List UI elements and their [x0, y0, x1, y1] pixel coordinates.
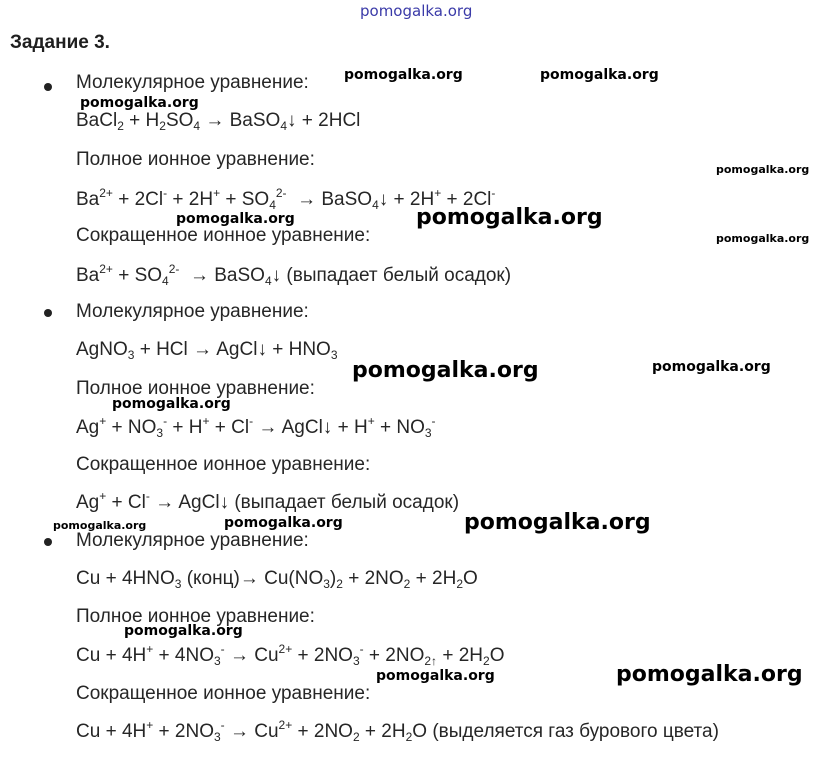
watermark: pomogalka.org: [176, 211, 295, 227]
watermark: pomogalka.org: [716, 232, 810, 245]
short-ionic-note-3: (выделяется газ бурового цвета): [432, 721, 719, 742]
bullet-2: [44, 309, 52, 317]
watermark: pomogalka.org: [352, 358, 539, 383]
molecular-equation-2: AgNO$_3$ + HCl → AgCl↓ + $HNO_3$: [76, 339, 338, 362]
full-ionic-label-2: Полное ионное уравнение:: [76, 378, 315, 399]
watermark: pomogalka.org: [464, 510, 651, 535]
watermark: pomogalka.org: [80, 95, 199, 111]
full-ionic-label-1: Полное ионное уравнение:: [76, 149, 315, 170]
short-ionic-label-2: Сокращенное ионное уравнение:: [76, 454, 371, 475]
molecular-label-1: Молекулярное уравнение:: [76, 72, 309, 93]
molecular-equation-3: $Cu + 4HNO_3$ (конц)→ $Cu(NO_3)_2 + 2NO_2 + 2H_2O$: [76, 568, 478, 591]
watermark: pomogalka.org: [616, 662, 803, 687]
watermark: pomogalka.org: [652, 359, 771, 375]
short-ionic-equation-2: Ag+ + Cl- → AgCl↓ (выпадает белый осадок): [76, 489, 460, 513]
watermark: pomogalka.org: [124, 623, 243, 639]
full-ionic-label-3: Полное ионное уравнение:: [76, 606, 315, 627]
full-ionic-equation-2: $Ag^+ + NO_3^- + H^+ + Cl^-$ → AgCl↓ + $H^+ + NO_3^-$: [76, 414, 436, 440]
short-ionic-note-2: (выпадает белый осадок): [234, 492, 460, 513]
watermark: pomogalka.org: [540, 67, 659, 83]
molecular-label-2: Молекулярное уравнение:: [76, 301, 309, 322]
bullet-3: [44, 538, 52, 546]
full-ionic-equation-1: $Ba^{2+} + 2Cl^- + 2H^+ + SO_4^{2-}$ → BaSO$_4$↓ + 2H+ + 2Cl-: [76, 186, 496, 212]
molecular-note-3: (конц): [186, 568, 240, 589]
molecular-label-3: Молекулярное уравнение:: [76, 530, 309, 551]
watermark: pomogalka.org: [53, 519, 147, 532]
watermark: pomogalka.org: [416, 205, 603, 230]
task-title: Задание 3.: [10, 32, 110, 53]
short-ionic-equation-3: $Cu + 4H^+ + 2NO_3^- \to Cu^{2+} + 2NO_2 + 2H_2O$ (выделяется газ бурового цвета): [76, 718, 719, 744]
short-ionic-label-1: Сокращенное ионное уравнение:: [76, 225, 371, 246]
watermark: pomogalka.org: [716, 163, 810, 176]
watermark: pomogalka.org: [112, 396, 231, 412]
watermark: pomogalka.org: [344, 67, 463, 83]
molecular-equation-1: BaCl$_2$ + $H_2SO_4$ → BaSO$_4$↓ + 2HCl: [76, 110, 361, 133]
short-ionic-equation-1: $Ba^{2+} + SO_4^{2-}$ → BaSO$_4$↓ (выпадает белый осадок): [76, 262, 512, 288]
short-ionic-note-1: (выпадает белый осадок): [286, 265, 512, 286]
full-ionic-equation-3: $Cu + 4H^+ + 4NO_3^- \to Cu^{2+} + 2NO_3^- + 2NO_{2↑} + 2H_2O$: [76, 642, 505, 668]
site-watermark-top: pomogalka.org: [360, 2, 473, 20]
watermark: pomogalka.org: [224, 515, 343, 531]
short-ionic-label-3: Сокращенное ионное уравнение:: [76, 683, 371, 704]
watermark: pomogalka.org: [376, 668, 495, 684]
bullet-1: [44, 83, 52, 91]
